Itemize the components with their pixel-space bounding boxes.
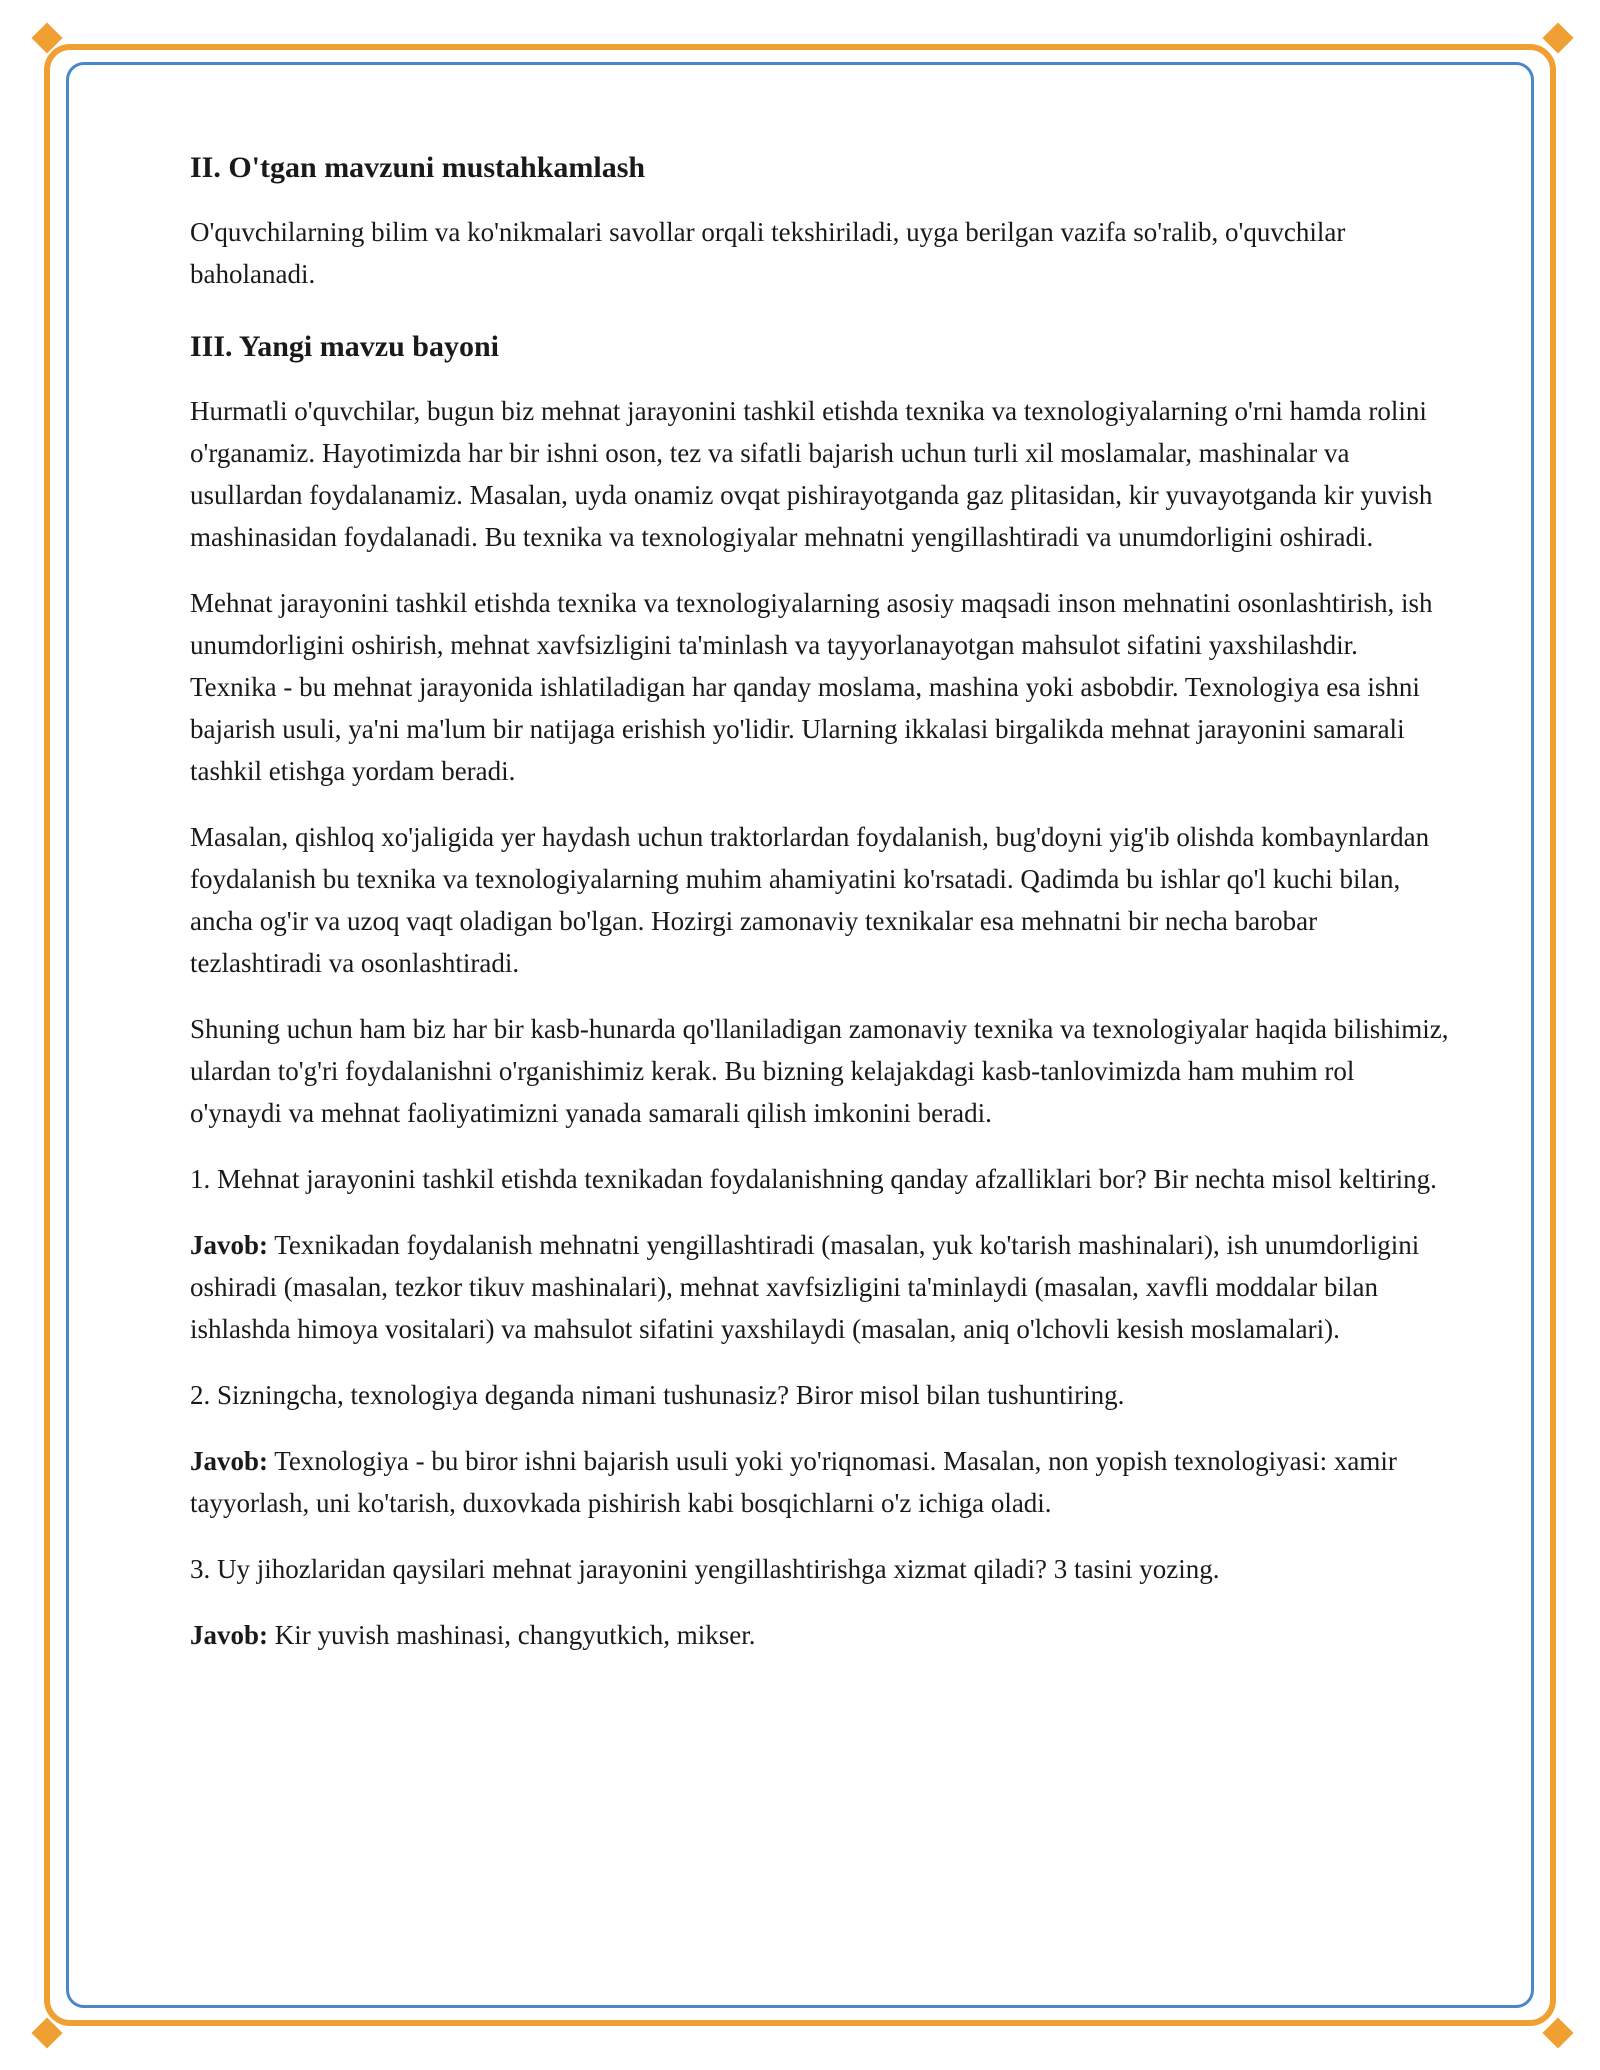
document-content	[190, 148, 1450, 1680]
section-heading-review: II. O'tgan mavzuni mustahkamlash	[190, 151, 646, 184]
answer-1	[190, 1224, 1450, 1350]
answer-label: Javob:	[190, 1230, 269, 1260]
corner-diamond-top-right	[1542, 22, 1573, 53]
answer-text: Texnologiya - bu biror ishni bajarish usuli yoki yo'riqnomasi. Masalan, non yopish texnologiyasi: xamir tayyorlash, uni ko'tarish, duxovkada pishirish kabi bosqichlarni o'z ichiga oladi.	[190, 1446, 1397, 1518]
answer-text: Kir yuvish mashinasi, changyutkich, mikser.	[274, 1620, 756, 1650]
new-topic-paragraph: Masalan, qishloq xo'jaligida yer haydash uchun traktorlardan foydalanish, bug'doyni yig'ib olishda kombaynlardan foydalanish bu texnika va texnologiyalarning muhim ahamiyatini ko'rsatadi. Qadimda bu ishlar qo'l kuchi bilan, ancha og'ir va uzoq vaqt oladigan bo'lgan. Hozirgi zamonaviy texnikalar esa mehnatni bir necha barobar tezlashtiradi va osonlashtiradi.	[190, 822, 1430, 978]
question-1: 1. Mehnat jarayonini tashkil etishda texnikadan foydalanishning qanday afzalliklari bor? Bir nechta misol keltiring.	[190, 1164, 1437, 1194]
answer-label: Javob:	[190, 1446, 269, 1476]
answer-2	[190, 1440, 1450, 1524]
corner-diamond-bottom-right	[1542, 2017, 1573, 2048]
new-topic-paragraph: Hurmatli o'quvchilar, bugun biz mehnat jarayonini tashkil etishda texnika va texnologiyalarning o'rni hamda rolini o'rganamiz. Hayotimizda har bir ishni oson, tez va sifatli bajarish uchun turli xil moslamalar, mashinalar va usullardan foydalanamiz. Masalan, uyda onamiz ovqat pishirayotganda gaz plitasidan, kir yuvayotganda kir yuvish mashinasidan foydalanadi. Bu texnika va texnologiyalar mehnatni yengillashtiradi va unumdorligini oshiradi.	[190, 396, 1433, 552]
section-heading-new-topic: III. Yangi mavzu bayoni	[190, 330, 499, 363]
answer-label: Javob:	[190, 1620, 269, 1650]
new-topic-paragraph: Mehnat jarayonini tashkil etishda texnika va texnologiyalarning asosiy maqsadi inson mehnatini osonlashtirish, ish unumdorligini oshirish, mehnat xavfsizligini ta'minlash va tayyorlanayotgan mahsulot sifatini yaxshilashdir. Texnika - bu mehnat jarayonida ishlatiladigan har qanday moslama, mashina yoki asbobdir. Texnologiya esa ishni bajarish usuli, ya'ni ma'lum bir natijaga erishish yo'lidir. Ularning ikkalasi birgalikda mehnat jarayonini samarali tashkil etishga yordam beradi.	[190, 588, 1433, 786]
question-3: 3. Uy jihozlaridan qaysilari mehnat jarayonini yengillashtirishga xizmat qiladi? 3 tasini yozing.	[190, 1554, 1220, 1584]
question-2: 2. Sizningcha, texnologiya deganda nimani tushunasiz? Biror misol bilan tushuntiring.	[190, 1380, 1125, 1410]
answer-text: Texnikadan foydalanish mehnatni yengillashtiradi (masalan, yuk ko'tarish mashinalari), ish unumdorligini oshiradi (masalan, tezkor tikuv mashinalari), mehnat xavfsizligini ta'minlaydi (masalan, xavfli moddalar bilan ishlashda himoya vositalari) va mahsulot sifatini yaxshilaydi (masalan, aniq o'lchovli kesish moslamalari).	[190, 1230, 1420, 1344]
section-review-paragraph: O'quvchilarning bilim va ko'nikmalari savollar orqali tekshiriladi, uyga berilgan vazifa so'ralib, o'quvchilar baholanadi.	[190, 217, 1346, 289]
answer-3	[190, 1614, 1450, 1656]
new-topic-paragraph: Shuning uchun ham biz har bir kasb-hunarda qo'llaniladigan zamonaviy texnika va texnologiyalar haqida bilishimiz, ulardan to'g'ri foydalanishni o'rganishimiz kerak. Bu bizning kelajakdagi kasb-tanlovimizda ham muhim rol o'ynaydi va mehnat faoliyatimizni yanada samarali qilish imkonini beradi.	[190, 1014, 1449, 1128]
